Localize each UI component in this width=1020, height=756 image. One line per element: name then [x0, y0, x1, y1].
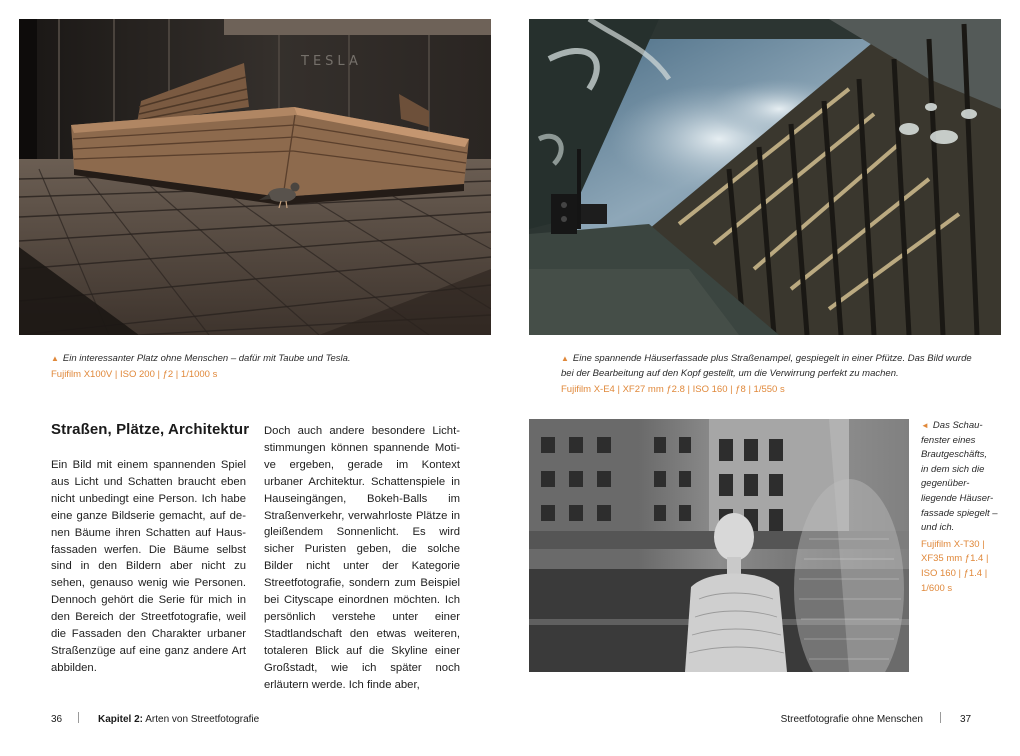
photo-bench-square	[19, 19, 491, 335]
caption-photo2-camera-settings: Fujifilm X-E4 | XF27 mm ƒ2.8 | ISO 160 | ƒ8 | 1/550 s	[561, 384, 785, 395]
caption-photo1-text: Ein interessanter Platz ohne Menschen – dafür mit Taube und Tesla.	[62, 353, 351, 364]
running-header-section: Streetfotografie ohne Menschen	[780, 714, 923, 725]
up-triangle-icon: ▲	[561, 354, 569, 363]
page-number-right: 37	[960, 714, 972, 725]
caption-photo3-text: ◄ Das Schau- fenster eines Brautgeschäfts, in dem sich die gegenüber- liegende Häuser- fassade spiegelt – und ich.	[921, 420, 998, 534]
caption-photo1	[51, 351, 471, 366]
photo-puddle-reflection	[529, 19, 1001, 335]
body-text-column-2: Doch auch andere besondere Lichtstimmungen können spannende Motive ergeben, gerade im Kontext urbaner Architektur. Schattenspiele in Hauseingängen, Bokeh-Balls im Straßenverkehr, verwahrloste Plätze in gleißendem Sonnenlicht. Es wird sicher Puristen geben, die solche Bilder nicht unter der Kategorie Streetfotografie, sondern zum Beispiel bei Cityscape einordnen möchten. Ich persönlich verstehe unter einer Stadtlandschaft den etwas weiteren, totaleren Blick auf die Skyline einer Großstadt, wie ich später noch erläutern werde. Ich finde aber,	[264, 425, 460, 691]
tesla-sign: TESLA	[301, 54, 362, 69]
left-triangle-icon: ◄	[921, 421, 929, 430]
chapter-label: Kapitel 2:	[98, 714, 144, 725]
caption-photo2-text: Eine spannende Häuserfassade plus Straßenampel, gespiegelt in einer Pfütze. Das Bild wurde bei der Bearbeitung auf den Kopf gestellt, um die Verwirrung perfekt zu machen.	[561, 353, 972, 379]
caption-photo1-camera-settings: Fujifilm X100V | ISO 200 | ƒ2 | 1/1000 s	[51, 369, 218, 380]
running-header-chapter	[98, 714, 259, 725]
up-triangle-icon: ▲	[51, 354, 59, 363]
chapter-title: Arten von Streetfotografie	[145, 714, 260, 725]
body-text-column-1: Ein Bild mit einem spannenden Spiel aus Licht und Schatten braucht eben nicht unbedingt eine Person. Ich habe eine ganze Bildserie gemacht, auf denen Bäume ihren Schatten auf Hausfassaden werfen. Die Bäume selbst sind in den Bildern aber nicht zu sehen, genauso wenig wie Personen. Dennoch gehört die Serie für mich in den Bereich der Streetfotografie, weil die Fassaden den Charakter urbaner Straßenzüge auf eine ganz andere Art abbilden.	[51, 459, 246, 674]
photo-bridal-shop-window	[529, 419, 909, 672]
caption-photo2	[561, 351, 981, 381]
caption-photo3-camera-settings: Fujifilm X-T30 | XF35 mm ƒ1.4 | ISO 160 | ƒ1.4 | 1/600 s	[921, 538, 989, 594]
section-heading: Straßen, Plätze, Architektur	[51, 421, 250, 438]
caption-photo3	[921, 419, 1001, 596]
footer-divider-left	[78, 712, 79, 723]
footer-divider-right	[940, 712, 941, 723]
page-number-left: 36	[51, 714, 63, 725]
